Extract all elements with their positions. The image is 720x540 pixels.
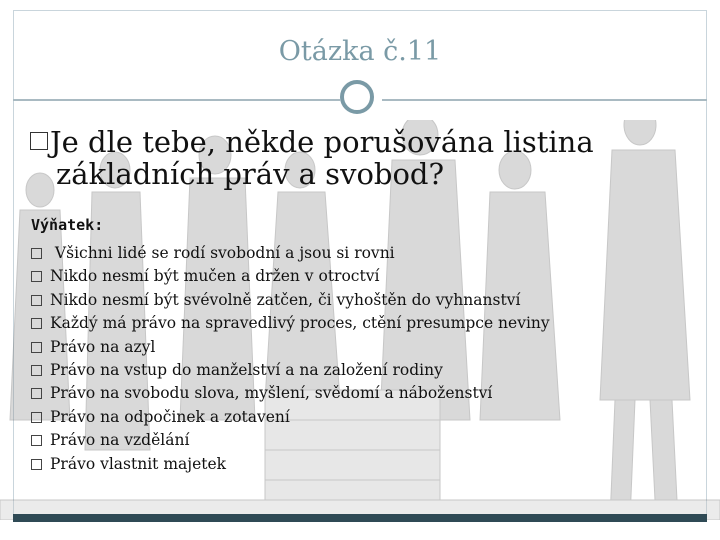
- list-item: Nikdo nesmí být svévolně zatčen, či vyhoštěn do vyhnanství: [31, 289, 550, 312]
- list-item: Právo na odpočinek a zotavení: [31, 406, 550, 429]
- rights-list: [31, 242, 550, 476]
- slide-title: Otázka č.11: [278, 36, 442, 67]
- checkbox-bullet-icon: [31, 295, 42, 306]
- list-item: Každý má právo na spravedlivý proces, ctění presumpce neviny: [31, 312, 550, 335]
- question-text: [30, 126, 680, 190]
- checkbox-bullet-icon: [31, 388, 42, 399]
- list-item: Právo na azyl: [31, 336, 550, 359]
- checkbox-bullet-icon: [31, 459, 42, 470]
- bottom-band: [13, 514, 707, 522]
- checkbox-bullet-icon: [31, 271, 42, 282]
- title-divider-left: [13, 99, 340, 101]
- title-ring-ornament: [340, 80, 374, 114]
- list-item: Všichni lidé se rodí svobodní a jsou si rovni: [31, 242, 550, 265]
- checkbox-bullet-icon: [31, 435, 42, 446]
- checkbox-bullet-icon: [31, 318, 42, 329]
- checkbox-bullet-icon: [31, 365, 42, 376]
- title-divider-right: [382, 99, 707, 101]
- checkbox-bullet-icon: [30, 132, 48, 150]
- checkbox-bullet-icon: [31, 342, 42, 353]
- list-item: Právo na vstup do manželství a na založení rodiny: [31, 359, 550, 382]
- list-item: Nikdo nesmí být mučen a držen v otroctví: [31, 265, 550, 288]
- list-item: Právo vlastnit majetek: [31, 453, 550, 476]
- checkbox-bullet-icon: [31, 248, 42, 259]
- excerpt-label: Výňatek:: [31, 216, 104, 234]
- list-item: Právo na vzdělání: [31, 429, 550, 452]
- list-item: Právo na svobodu slova, myšlení, svědomí a náboženství: [31, 382, 550, 405]
- checkbox-bullet-icon: [31, 412, 42, 423]
- question-line-2: základních práv a svobod?: [56, 157, 445, 191]
- question-line-1: Je dle tebe, někde porušována listina: [50, 125, 594, 159]
